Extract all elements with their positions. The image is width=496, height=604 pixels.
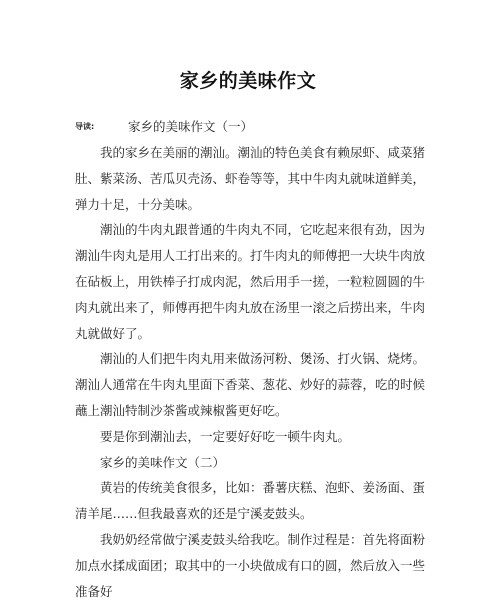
section-subtitle: 家乡的美味作文（二） — [100, 454, 226, 470]
paragraph: 黄岩的传统美食很多，比如：番薯庆糕、泡虾、姜汤面、蛋清羊尾……但我最喜欢的还是宁溪麦鼓头。 — [75, 480, 426, 522]
paragraph: 潮汕的人们把牛肉丸用来做汤河粉、煲汤、打火锅、烧烤。潮汕人通常在牛肉丸里面下香菜、葱花、炒好的蒜蓉，吃的时候蘸上潮汕特制沙茶酱或辣椒酱更好吃。 — [75, 351, 426, 418]
paragraph: 潮汕的牛肉丸跟普通的牛肉丸不同，它吃起来很有劲，因为潮汕牛肉丸是用人工打出来的。打牛肉丸的师傅把一大块牛肉放在砧板上，用铁棒子打成肉泥，然后用手一搓，一粒粒圆圆的牛肉丸就出来了，师傅再把牛肉丸放在汤里一滚之后捞出来，牛肉丸就做好了。 — [75, 222, 426, 341]
lead-label: 导读: — [75, 122, 95, 131]
document-title: 家乡的美味作文 — [179, 70, 317, 92]
lead-row — [75, 117, 435, 137]
lead-text: 家乡的美味作文（一） — [128, 119, 254, 134]
paragraph: 要是你到潮汕去，一定要好好吃一顿牛肉丸。 — [100, 428, 351, 444]
document-body — [75, 140, 425, 604]
paragraph: 我奶奶经常做宁溪麦鼓头给我吃。制作过程是：首先将面粉加点水揉成面团；取其中的一小块做成有口的圆，然后放入一些准备好 — [75, 531, 426, 599]
paragraph: 我的家乡在美丽的潮汕。潮汕的特色美食有赖尿虾、咸菜猪肚、紫菜汤、苦瓜贝壳汤、虾卷等等，其中牛肉丸就味道鲜美，弹力十足，十分美味。 — [75, 145, 426, 212]
